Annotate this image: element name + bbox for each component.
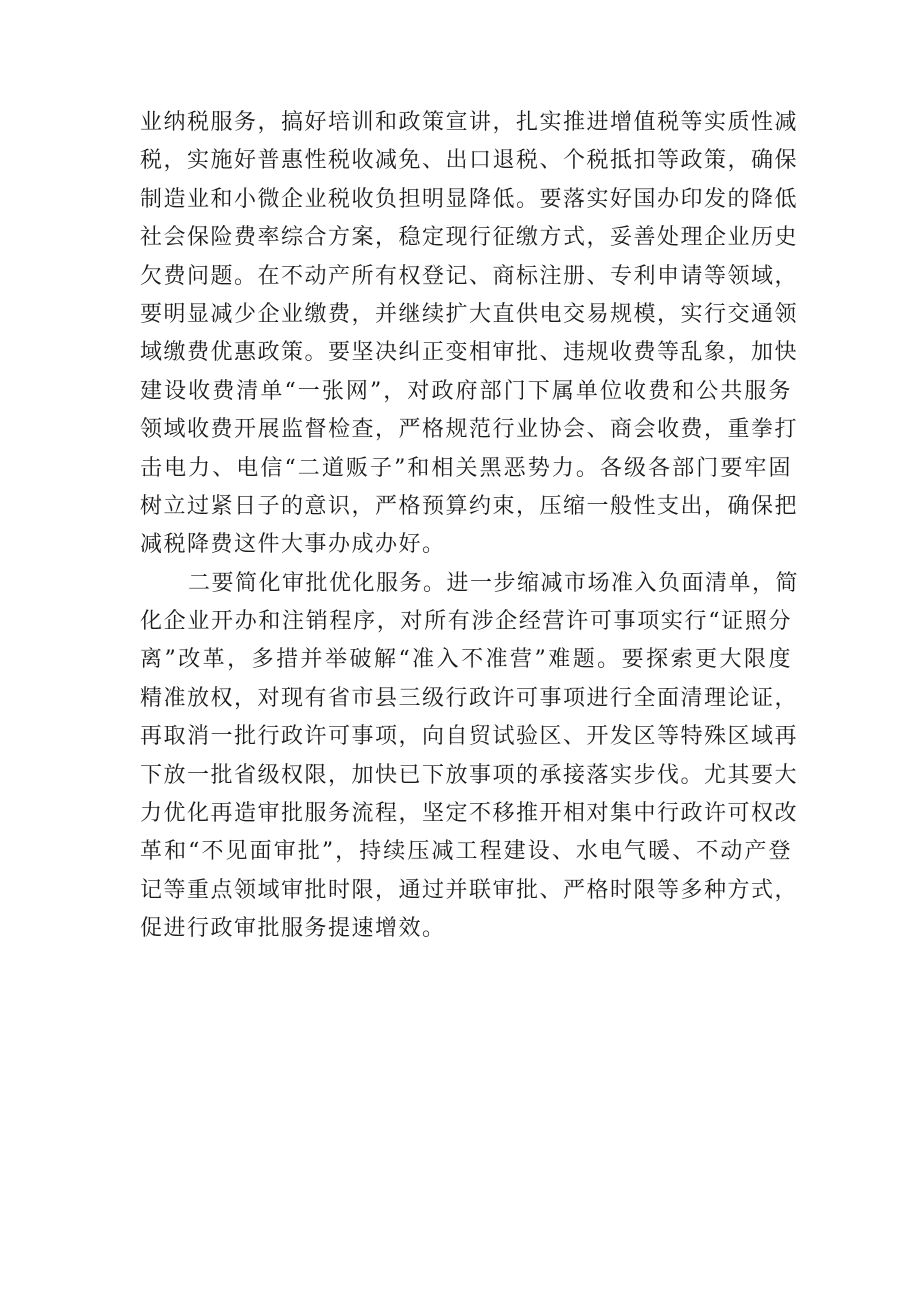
text-line: 树立过紧日子的意识，严格预算约束，压缩一般性支出，确保把	[140, 493, 799, 519]
text-line: 减税降费这件大事办成办好。	[140, 532, 446, 558]
text-line: 制造业和小微企业税收负担明显降低。要落实好国办印发的降低	[140, 186, 799, 212]
text-line: 税，实施好普惠性税收减免、出口退税、个税抵扣等政策，确保	[140, 148, 799, 174]
text-line: 促进行政审批服务提速增效。	[140, 916, 446, 942]
paragraph-tax-reduction	[140, 104, 799, 565]
text-line: 域缴费优惠政策。要坚决纠正变相审批、违规收费等乱象，加快	[140, 340, 799, 366]
text-line: 力优化再造审批服务流程，坚定不移推开相对集中行政许可权改	[140, 801, 799, 827]
text-line: 建设收费清单“一张网”，对政府部门下属单位收费和公共服务	[140, 378, 792, 404]
text-line: 化企业开办和注销程序，对所有涉企经营许可事项实行“证照分	[140, 609, 792, 635]
text-line: 革和“不见面审批”，持续压减工程建设、水电气暖、不动产登	[140, 839, 792, 865]
document-body	[140, 104, 800, 949]
text-line: 二要简化审批优化服务。进一步缩减市场准入负面清单，简	[188, 570, 800, 596]
text-line: 再取消一批行政许可事项，向自贸试验区、开发区等特殊区域再	[140, 724, 799, 750]
text-line: 欠费问题。在不动产所有权登记、商标注册、专利申请等领域，	[140, 263, 799, 289]
text-line: 业纳税服务，搞好培训和政策宣讲，扎实推进增值税等实质性减	[140, 110, 799, 135]
text-line: 下放一批省级权限，加快已下放事项的承接落实步伐。尤其要大	[140, 762, 799, 788]
text-line: 精准放权，对现有省市县三级行政许可事项进行全面清理论证，	[140, 685, 799, 711]
text-line: 离”改革，多措并举破解“准入不准营”难题。要探索更大限度	[140, 647, 792, 673]
text-line: 社会保险费率综合方案，稳定现行征缴方式，妥善处理企业历史	[140, 225, 799, 251]
paragraph-approval-reform	[140, 565, 800, 949]
text-line: 要明显减少企业缴费，并继续扩大直供电交易规模，实行交通领	[140, 301, 799, 327]
text-line: 击电力、电信“二道贩子”和相关黑恶势力。各级各部门要牢固	[140, 455, 792, 481]
text-line: 记等重点领域审批时限，通过并联审批、严格时限等多种方式，	[140, 877, 799, 903]
text-line: 领域收费开展监督检查，严格规范行业协会、商会收费，重拳打	[140, 417, 799, 443]
